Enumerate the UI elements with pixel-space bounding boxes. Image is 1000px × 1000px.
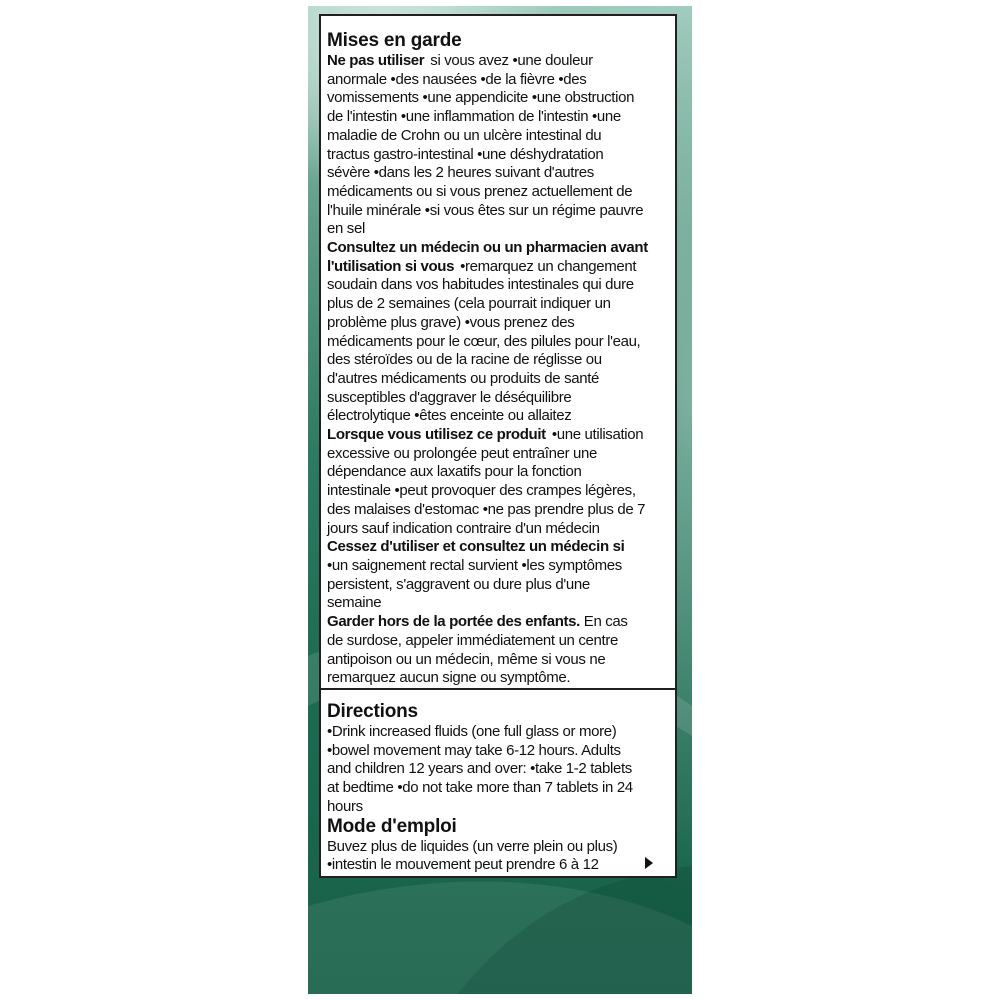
warnings-box bbox=[319, 14, 677, 691]
text-line: maladie de Crohn ou un ulcère intestinal du bbox=[327, 126, 602, 144]
ask-doctor-line: l'utilisation si vous •remarquez un changement bbox=[327, 257, 637, 275]
do-not-use-lead: Ne pas utiliser bbox=[327, 52, 425, 69]
text-line: anormale •des nausées •de la fièvre •des bbox=[327, 70, 587, 88]
text-line: des stéroïdes ou de la racine de réglisse ou bbox=[327, 351, 602, 369]
text-line: •intestin le mouvement peut prendre 6 à 12 bbox=[327, 856, 599, 874]
text-line: d'autres médicaments ou produits de santé bbox=[327, 369, 600, 387]
when-using-line: Lorsque vous utilisez ce produit •une utilisation bbox=[327, 426, 644, 444]
text-line: •bowel movement may take 6-12 hours. Adults bbox=[327, 741, 621, 759]
text-line: •un saignement rectal survient •les symptômes bbox=[327, 556, 622, 574]
keep-away-line: Garder hors de la portée des enfants. En cas bbox=[327, 613, 628, 631]
text-line: plus de 2 semaines (cela pourrait indiquer un bbox=[327, 295, 611, 313]
product-label-panel bbox=[308, 6, 692, 994]
text-line: semaine bbox=[327, 594, 382, 612]
triangle-right-icon bbox=[645, 857, 653, 869]
text-line: excessive ou prolongée peut entraîner une bbox=[327, 444, 598, 462]
text-line: des malaises d'estomac •ne pas prendre plus de 7 bbox=[327, 500, 646, 518]
directions-box bbox=[319, 688, 677, 878]
keep-away-lead: Garder hors de la portée des enfants. bbox=[327, 613, 580, 631]
text-line: médicaments pour le cœur, des pilules pour l'eau, bbox=[327, 332, 641, 350]
text-line: tractus gastro-intestinal •une déshydratation bbox=[327, 145, 604, 163]
text-line: remarquez aucun signe ou symptôme. bbox=[327, 669, 571, 687]
text-line: and children 12 years and over: •take 1-2 tablets bbox=[327, 760, 632, 778]
text-line: dépendance aux laxatifs pour la fonction bbox=[327, 463, 582, 481]
ask-doctor-lead-2: l'utilisation si vous bbox=[327, 257, 455, 275]
text-line: en sel bbox=[327, 220, 365, 238]
text-line: jours sauf indication contraire d'un médecin bbox=[327, 519, 600, 537]
text-line: sévère •dans les 2 heures suivant d'autres bbox=[327, 164, 594, 182]
stop-use-lead: Cessez d'utiliser et consultez un médecin si bbox=[327, 538, 625, 556]
do-not-use-line: Ne pas utiliser si vous avez •une douleur bbox=[327, 52, 593, 69]
text-line: Buvez plus de liquides (un verre plein ou plus) bbox=[327, 837, 618, 855]
text-line: hours bbox=[327, 797, 363, 815]
text-line: problème plus grave) •vous prenez des bbox=[327, 313, 575, 331]
text-line: l'huile minérale •si vous êtes sur un régime pauvre bbox=[327, 201, 644, 219]
warnings-heading: Mises en garde bbox=[327, 30, 462, 51]
text-line: susceptibles d'aggraver le déséquilibre bbox=[327, 388, 572, 406]
text-line: antipoison ou un médecin, même si vous ne bbox=[327, 650, 606, 668]
text-line: intestinale •peut provoquer des crampes légères, bbox=[327, 482, 636, 500]
when-using-lead: Lorsque vous utilisez ce produit bbox=[327, 426, 546, 444]
mode-emploi-heading: Mode d'emploi bbox=[327, 815, 457, 837]
text-line: de surdose, appeler immédiatement un centre bbox=[327, 631, 618, 649]
text-line: •Drink increased fluids (one full glass or more) bbox=[327, 723, 617, 740]
directions-heading: Directions bbox=[327, 701, 418, 722]
text-line: soudain dans vos habitudes intestinales qui dure bbox=[327, 276, 634, 294]
text-line: de l'intestin •une inflammation de l'intestin •une bbox=[327, 108, 621, 126]
text-line: électrolytique •êtes enceinte ou allaitez bbox=[327, 407, 572, 425]
ask-doctor-lead: Consultez un médecin ou un pharmacien avant bbox=[327, 239, 648, 257]
text-line: persistent, s'aggravent ou dure plus d'une bbox=[327, 575, 590, 593]
text-line: médicaments ou si vous prenez actuellement de bbox=[327, 182, 633, 200]
text-line: vomissements •une appendicite •une obstruction bbox=[327, 89, 635, 107]
text-line: at bedtime •do not take more than 7 tablets in 24 bbox=[327, 779, 633, 797]
